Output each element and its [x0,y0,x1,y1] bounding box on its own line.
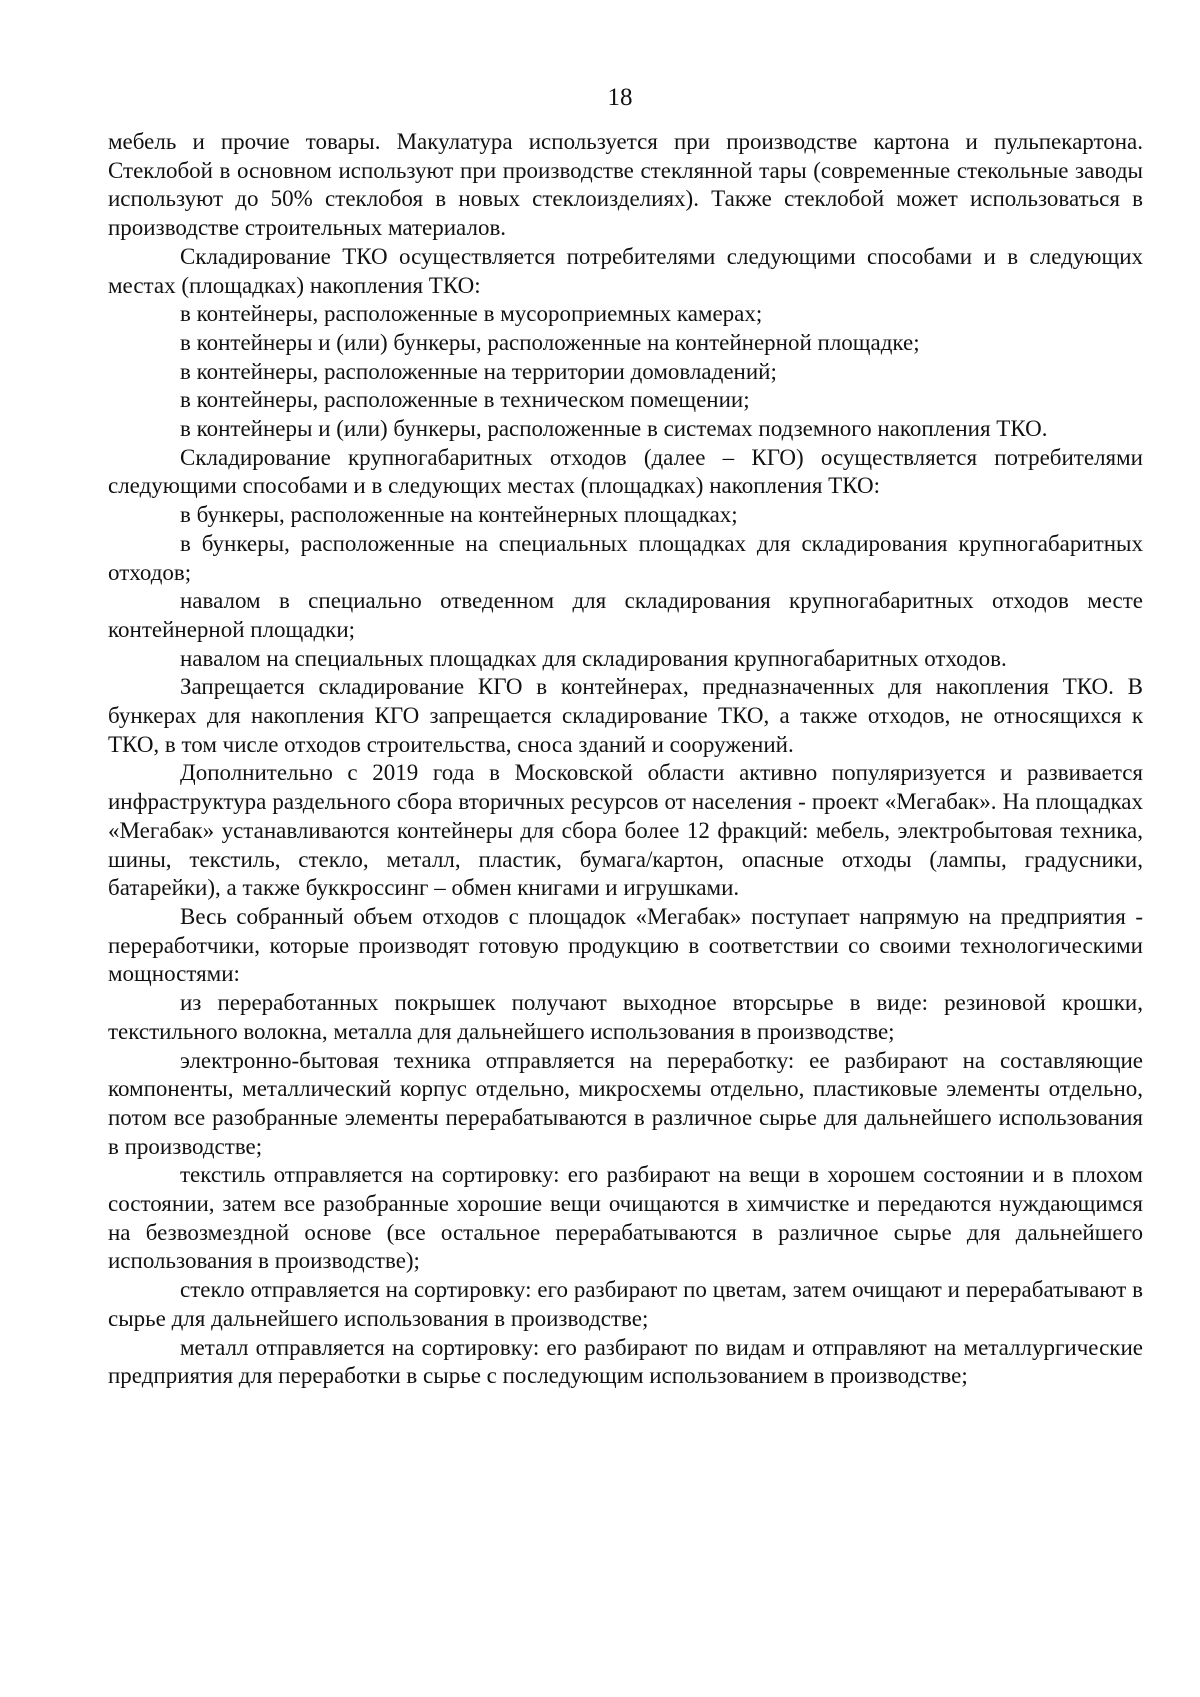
list-item: металл отправляется на сортировку: его разбирают по видам и отправляют на металлургические предприятия для переработки в сырье с последующим использованием в производстве; [108,1334,1143,1389]
paragraph-tko-storage: Складирование ТКО осуществляется потребителями следующими способами и в следующих местах (площадках) накопления ТКО: [108,243,1143,298]
list-item: навалом в специально отведенном для складирования крупногабаритных отходов месте контейнерной площадки; [108,588,1143,642]
list-item: в контейнеры и (или) бункеры, расположенные на контейнерной площадке; [180,329,920,355]
paragraph-prohibition: Запрещается складирование КГО в контейнерах, предназначенных для накопления ТКО. В бункерах для накопления КГО запрещается складирование ТКО, а также отходов, не относящихся к ТКО, в том числе отходов строительства, сноса зданий и сооружений. [108,674,1143,757]
list-item: в контейнеры, расположенные в мусороприемных камерах; [180,301,763,327]
paragraph-kgo-storage: Складирование крупногабаритных отходов (далее – КГО) осуществляется потребителями следующими способами и в следующих местах (площадках) накопления ТКО: [108,444,1143,499]
list-item: в контейнеры и (или) бункеры, расположенные в системах подземного накопления ТКО. [180,416,1048,442]
list-item: электронно-бытовая техника отправляется на переработку: ее разбирают на составляющие компоненты, металлический корпус отдельно, микросхемы отдельно, пластиковые элементы отдельно, потом все разобранные элементы перерабатываются в различное сырье для дальнейшего использования в производстве; [108,1047,1143,1159]
paragraph-recycling: Весь собранный объем отходов с площадок «Мегабак» поступает напрямую на предприятия - переработчики, которые производят готовую продукцию в соответствии со своими технологическими мощностями: [108,903,1143,987]
list-item: навалом на специальных площадках для складирования крупногабаритных отходов. [180,645,1007,671]
list-item: текстиль отправляется на сортировку: его разбирают на вещи в хорошем состоянии и в плохом состоянии, затем все разобранные хорошие вещи очищаются в химчистке и передаются нуждающимся на безвозмездной основе (все остальное перерабатываются в различное сырье для дальнейшего использования в производстве); [108,1162,1143,1274]
list-item: из переработанных покрышек получают выходное вторсырье в виде: резиновой крошки, текстильного волокна, металла для дальнейшего использования в производстве; [108,990,1143,1044]
list-item: в бункеры, расположенные на контейнерных площадках; [180,502,738,528]
document-body [108,128,1143,1391]
list-item: в контейнеры, расположенные на территории домовладений; [180,358,777,384]
page-number: 18 [607,84,633,111]
list-item: стекло отправляется на сортировку: его разбирают по цветам, затем очищают и перерабатывают в сырье для дальнейшего использования в производстве; [108,1277,1143,1331]
list-item: в контейнеры, расположенные в техническом помещении; [180,387,750,413]
list-item: в бункеры, расположенные на специальных площадках для складирования крупногабаритных отходов; [108,530,1143,585]
paragraph-megabak: Дополнительно с 2019 года в Московской области активно популяризуется и развивается инфраструктура раздельного сбора вторичных ресурсов от населения - проект «Мегабак». На площадках «Мегабак» устанавливаются контейнеры для сбора более 12 фракций: мебель, электробытовая техника, шины, текстиль, стекло, металл, пластик, бумага/картон, опасные отходы (лампы, градусники, батарейки), а также буккроссинг – обмен книгами и игрушками. [108,760,1143,901]
paragraph-continuation: мебель и прочие товары. Макулатура используется при производстве картона и пульпекартона. Стеклобой в основном используют при производстве стеклянной тары (современные стекольные заводы используют до 50% стеклобоя в новых стеклоизделиях). Также стеклобой может использоваться в производстве строительных материалов. [108,129,1143,241]
